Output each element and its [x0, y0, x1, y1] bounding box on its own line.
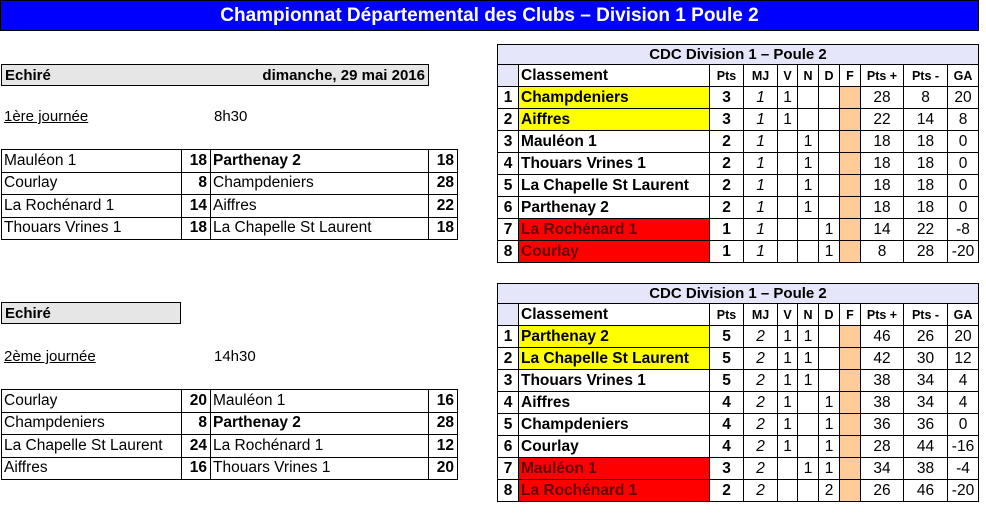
goal-average: -20: [948, 480, 979, 502]
points: 5: [710, 326, 744, 348]
away-score: 16: [429, 390, 458, 413]
losses: [819, 348, 840, 370]
match-row: [2, 390, 458, 413]
points-for: 28: [861, 87, 904, 109]
wins: 1: [778, 348, 798, 370]
v-header: V: [778, 65, 798, 87]
matches-table-round1: [1, 149, 458, 240]
matches-played: 1: [744, 87, 778, 109]
team-name: Courlay: [519, 436, 710, 458]
team-name: Aiffres: [519, 392, 710, 414]
matches-played: 2: [744, 458, 778, 480]
forfeits: [840, 414, 861, 436]
pts-header: Pts: [710, 65, 744, 87]
standings-row: [498, 109, 979, 131]
points: 2: [710, 131, 744, 153]
forfeits: [840, 436, 861, 458]
matches-played: 1: [744, 241, 778, 263]
points-against: 44: [904, 436, 948, 458]
matches-played: 2: [744, 436, 778, 458]
away-team: Aiffres: [211, 195, 429, 218]
matches-played: 2: [744, 392, 778, 414]
points: 2: [710, 197, 744, 219]
home-team: Courlay: [2, 172, 182, 195]
wins: 1: [778, 436, 798, 458]
rank: 5: [498, 414, 519, 436]
away-score: 20: [429, 457, 458, 480]
standings-header-row: [498, 65, 979, 87]
points-against: 30: [904, 348, 948, 370]
classement-header: Classement: [519, 304, 710, 326]
points-for: 28: [861, 436, 904, 458]
points: 3: [710, 109, 744, 131]
wins: 1: [778, 414, 798, 436]
team-name: Thouars Vrines 1: [519, 153, 710, 175]
points-against: 34: [904, 370, 948, 392]
points: 2: [710, 480, 744, 502]
draws: [798, 436, 819, 458]
points-against: 46: [904, 480, 948, 502]
home-score: 14: [182, 195, 211, 218]
goal-average: 12: [948, 348, 979, 370]
goal-average: -8: [948, 219, 979, 241]
losses: 1: [819, 241, 840, 263]
team-name: Thouars Vrines 1: [519, 370, 710, 392]
standings-row: [498, 175, 979, 197]
points-against: 28: [904, 241, 948, 263]
rank: 5: [498, 175, 519, 197]
team-name: La Chapelle St Laurent: [519, 175, 710, 197]
d-header: D: [819, 304, 840, 326]
standings-title-row: [498, 45, 979, 65]
team-name: Champdeniers: [519, 414, 710, 436]
standings-header-row: [498, 304, 979, 326]
standings-row: [498, 392, 979, 414]
points: 2: [710, 175, 744, 197]
rank: 3: [498, 131, 519, 153]
matches-played: 1: [744, 219, 778, 241]
standings-row: [498, 414, 979, 436]
away-team: La Chapelle St Laurent: [211, 217, 429, 240]
draws: 1: [798, 197, 819, 219]
wins: [778, 131, 798, 153]
home-score: 18: [182, 217, 211, 240]
points-for: 18: [861, 153, 904, 175]
points: 2: [710, 153, 744, 175]
draws: [798, 241, 819, 263]
away-score: 12: [429, 435, 458, 458]
losses: 1: [819, 219, 840, 241]
rank: 1: [498, 87, 519, 109]
goal-average: 8: [948, 109, 979, 131]
points-against: 36: [904, 414, 948, 436]
standings-row: [498, 241, 979, 263]
rank: 8: [498, 480, 519, 502]
matches-played: 2: [744, 480, 778, 502]
pts-header: Pts: [710, 304, 744, 326]
forfeits: [840, 109, 861, 131]
points-against: 18: [904, 153, 948, 175]
forfeits: [840, 153, 861, 175]
standings-row: [498, 197, 979, 219]
rank: 4: [498, 153, 519, 175]
points-for: 26: [861, 480, 904, 502]
venue-header-round1: [1, 64, 429, 86]
away-score: 22: [429, 195, 458, 218]
ga-header: GA: [948, 65, 979, 87]
points-against: 18: [904, 131, 948, 153]
wins: [778, 219, 798, 241]
home-team: Champdeniers: [2, 412, 182, 435]
home-team: Mauléon 1: [2, 150, 182, 173]
losses: 1: [819, 436, 840, 458]
points: 3: [710, 87, 744, 109]
matches-played: 1: [744, 131, 778, 153]
points-for: 36: [861, 414, 904, 436]
standings-row: [498, 480, 979, 502]
standings-row: [498, 153, 979, 175]
team-name: Mauléon 1: [519, 131, 710, 153]
rank-header: [498, 65, 519, 87]
points: 1: [710, 219, 744, 241]
matches-played: 1: [744, 175, 778, 197]
rank: 6: [498, 436, 519, 458]
points-against: 38: [904, 458, 948, 480]
draws: 1: [798, 370, 819, 392]
pts-plus-header: Pts +: [861, 65, 904, 87]
matches-played: 2: [744, 370, 778, 392]
standings-title: CDC Division 1 – Poule 2: [498, 45, 979, 65]
match-date: dimanche, 29 mai 2016: [262, 66, 425, 84]
v-header: V: [778, 304, 798, 326]
team-name: Parthenay 2: [519, 197, 710, 219]
home-team: La Rochénard 1: [2, 195, 182, 218]
matches-played: 2: [744, 414, 778, 436]
wins: [778, 175, 798, 197]
points-for: 18: [861, 175, 904, 197]
f-header: F: [840, 65, 861, 87]
away-score: 18: [429, 150, 458, 173]
goal-average: 0: [948, 153, 979, 175]
points-for: 46: [861, 326, 904, 348]
matches-played: 1: [744, 197, 778, 219]
home-team: La Chapelle St Laurent: [2, 435, 182, 458]
away-team: La Rochénard 1: [211, 435, 429, 458]
matches-played: 2: [744, 348, 778, 370]
journee-label-round1: 1ère journée: [4, 108, 89, 125]
away-score: 18: [429, 217, 458, 240]
forfeits: [840, 370, 861, 392]
standings-table-round1: [497, 44, 979, 263]
standings-title-row: [498, 284, 979, 304]
matches-table-round2: [1, 389, 458, 480]
standings-row: [498, 87, 979, 109]
rank: 4: [498, 392, 519, 414]
points-against: 14: [904, 109, 948, 131]
draws: [798, 414, 819, 436]
away-team: Parthenay 2: [211, 150, 429, 173]
losses: 1: [819, 392, 840, 414]
home-score: 8: [182, 172, 211, 195]
venue-header-round2: [1, 302, 181, 324]
losses: [819, 109, 840, 131]
points-for: 38: [861, 392, 904, 414]
team-name: Mauléon 1: [519, 458, 710, 480]
draws: 1: [798, 175, 819, 197]
points-for: 8: [861, 241, 904, 263]
goal-average: 20: [948, 87, 979, 109]
wins: [778, 197, 798, 219]
points-for: 42: [861, 348, 904, 370]
standings-row: [498, 326, 979, 348]
losses: [819, 326, 840, 348]
losses: [819, 131, 840, 153]
match-row: [2, 412, 458, 435]
rank: 8: [498, 241, 519, 263]
journee-label-round2: 2ème journée: [4, 348, 96, 365]
forfeits: [840, 131, 861, 153]
wins: [778, 153, 798, 175]
match-row: [2, 435, 458, 458]
standings-table-round2: [497, 283, 979, 502]
rank: 2: [498, 109, 519, 131]
losses: 1: [819, 414, 840, 436]
away-team: Mauléon 1: [211, 390, 429, 413]
start-time-round1: 8h30: [214, 108, 248, 125]
home-score: 18: [182, 150, 211, 173]
goal-average: 20: [948, 326, 979, 348]
points: 4: [710, 436, 744, 458]
away-score: 28: [429, 412, 458, 435]
home-score: 16: [182, 457, 211, 480]
losses: [819, 87, 840, 109]
draws: 1: [798, 348, 819, 370]
rank: 2: [498, 348, 519, 370]
forfeits: [840, 197, 861, 219]
goal-average: 0: [948, 175, 979, 197]
points: 4: [710, 392, 744, 414]
wins: 1: [778, 326, 798, 348]
rank-header: [498, 304, 519, 326]
away-team: Parthenay 2: [211, 412, 429, 435]
pts-minus-header: Pts -: [904, 304, 948, 326]
goal-average: 0: [948, 131, 979, 153]
points-against: 26: [904, 326, 948, 348]
team-name: La Chapelle St Laurent: [519, 348, 710, 370]
points-for: 14: [861, 219, 904, 241]
rank: 6: [498, 197, 519, 219]
classement-header: Classement: [519, 65, 710, 87]
draws: [798, 109, 819, 131]
venue-name: Echiré: [5, 304, 51, 322]
points: 1: [710, 241, 744, 263]
home-team: Thouars Vrines 1: [2, 217, 182, 240]
losses: [819, 153, 840, 175]
away-score: 28: [429, 172, 458, 195]
forfeits: [840, 87, 861, 109]
rank: 7: [498, 458, 519, 480]
points-against: 8: [904, 87, 948, 109]
standings-row: [498, 458, 979, 480]
venue-name: Echiré: [5, 66, 51, 84]
points-for: 18: [861, 197, 904, 219]
rank: 7: [498, 219, 519, 241]
rank: 1: [498, 326, 519, 348]
mj-header: MJ: [744, 304, 778, 326]
draws: [798, 219, 819, 241]
team-name: Champdeniers: [519, 87, 710, 109]
draws: 1: [798, 153, 819, 175]
team-name: Courlay: [519, 241, 710, 263]
team-name: Parthenay 2: [519, 326, 710, 348]
goal-average: -20: [948, 241, 979, 263]
home-score: 24: [182, 435, 211, 458]
points: 5: [710, 348, 744, 370]
away-team: Champdeniers: [211, 172, 429, 195]
draws: [798, 392, 819, 414]
matches-played: 2: [744, 326, 778, 348]
standings-row: [498, 370, 979, 392]
points: 3: [710, 458, 744, 480]
points: 4: [710, 414, 744, 436]
match-row: [2, 172, 458, 195]
goal-average: 0: [948, 197, 979, 219]
away-team: Thouars Vrines 1: [211, 457, 429, 480]
home-team: Aiffres: [2, 457, 182, 480]
matches-played: 1: [744, 109, 778, 131]
wins: 1: [778, 370, 798, 392]
match-row: [2, 150, 458, 173]
losses: [819, 175, 840, 197]
team-name: La Rochénard 1: [519, 480, 710, 502]
d-header: D: [819, 65, 840, 87]
goal-average: 4: [948, 370, 979, 392]
points-against: 34: [904, 392, 948, 414]
forfeits: [840, 326, 861, 348]
home-team: Courlay: [2, 390, 182, 413]
wins: 1: [778, 109, 798, 131]
match-row: [2, 217, 458, 240]
forfeits: [840, 175, 861, 197]
start-time-round2: 14h30: [214, 348, 256, 365]
goal-average: 4: [948, 392, 979, 414]
points: 5: [710, 370, 744, 392]
points-against: 22: [904, 219, 948, 241]
forfeits: [840, 348, 861, 370]
points-against: 18: [904, 197, 948, 219]
forfeits: [840, 480, 861, 502]
points-for: 18: [861, 131, 904, 153]
losses: 1: [819, 458, 840, 480]
matches-played: 1: [744, 153, 778, 175]
mj-header: MJ: [744, 65, 778, 87]
home-score: 20: [182, 390, 211, 413]
forfeits: [840, 392, 861, 414]
wins: [778, 458, 798, 480]
standings-row: [498, 131, 979, 153]
wins: [778, 241, 798, 263]
standings-row: [498, 348, 979, 370]
draws: [798, 87, 819, 109]
losses: [819, 370, 840, 392]
draws: 1: [798, 458, 819, 480]
goal-average: -16: [948, 436, 979, 458]
losses: [819, 197, 840, 219]
team-name: La Rochénard 1: [519, 219, 710, 241]
pts-minus-header: Pts -: [904, 65, 948, 87]
forfeits: [840, 219, 861, 241]
page-title: Championnat Départemental des Clubs – Division 1 Poule 2: [0, 0, 979, 31]
forfeits: [840, 458, 861, 480]
wins: 1: [778, 87, 798, 109]
draws: 1: [798, 326, 819, 348]
losses: 2: [819, 480, 840, 502]
goal-average: -4: [948, 458, 979, 480]
wins: [778, 480, 798, 502]
goal-average: 0: [948, 414, 979, 436]
f-header: F: [840, 304, 861, 326]
forfeits: [840, 241, 861, 263]
match-row: [2, 457, 458, 480]
points-against: 18: [904, 175, 948, 197]
points-for: 38: [861, 370, 904, 392]
standings-row: [498, 219, 979, 241]
n-header: N: [798, 304, 819, 326]
pts-plus-header: Pts +: [861, 304, 904, 326]
draws: [798, 480, 819, 502]
match-row: [2, 195, 458, 218]
wins: 1: [778, 392, 798, 414]
draws: 1: [798, 131, 819, 153]
ga-header: GA: [948, 304, 979, 326]
standings-row: [498, 436, 979, 458]
points-for: 22: [861, 109, 904, 131]
points-for: 34: [861, 458, 904, 480]
team-name: Aiffres: [519, 109, 710, 131]
n-header: N: [798, 65, 819, 87]
rank: 3: [498, 370, 519, 392]
home-score: 8: [182, 412, 211, 435]
standings-title: CDC Division 1 – Poule 2: [498, 284, 979, 304]
